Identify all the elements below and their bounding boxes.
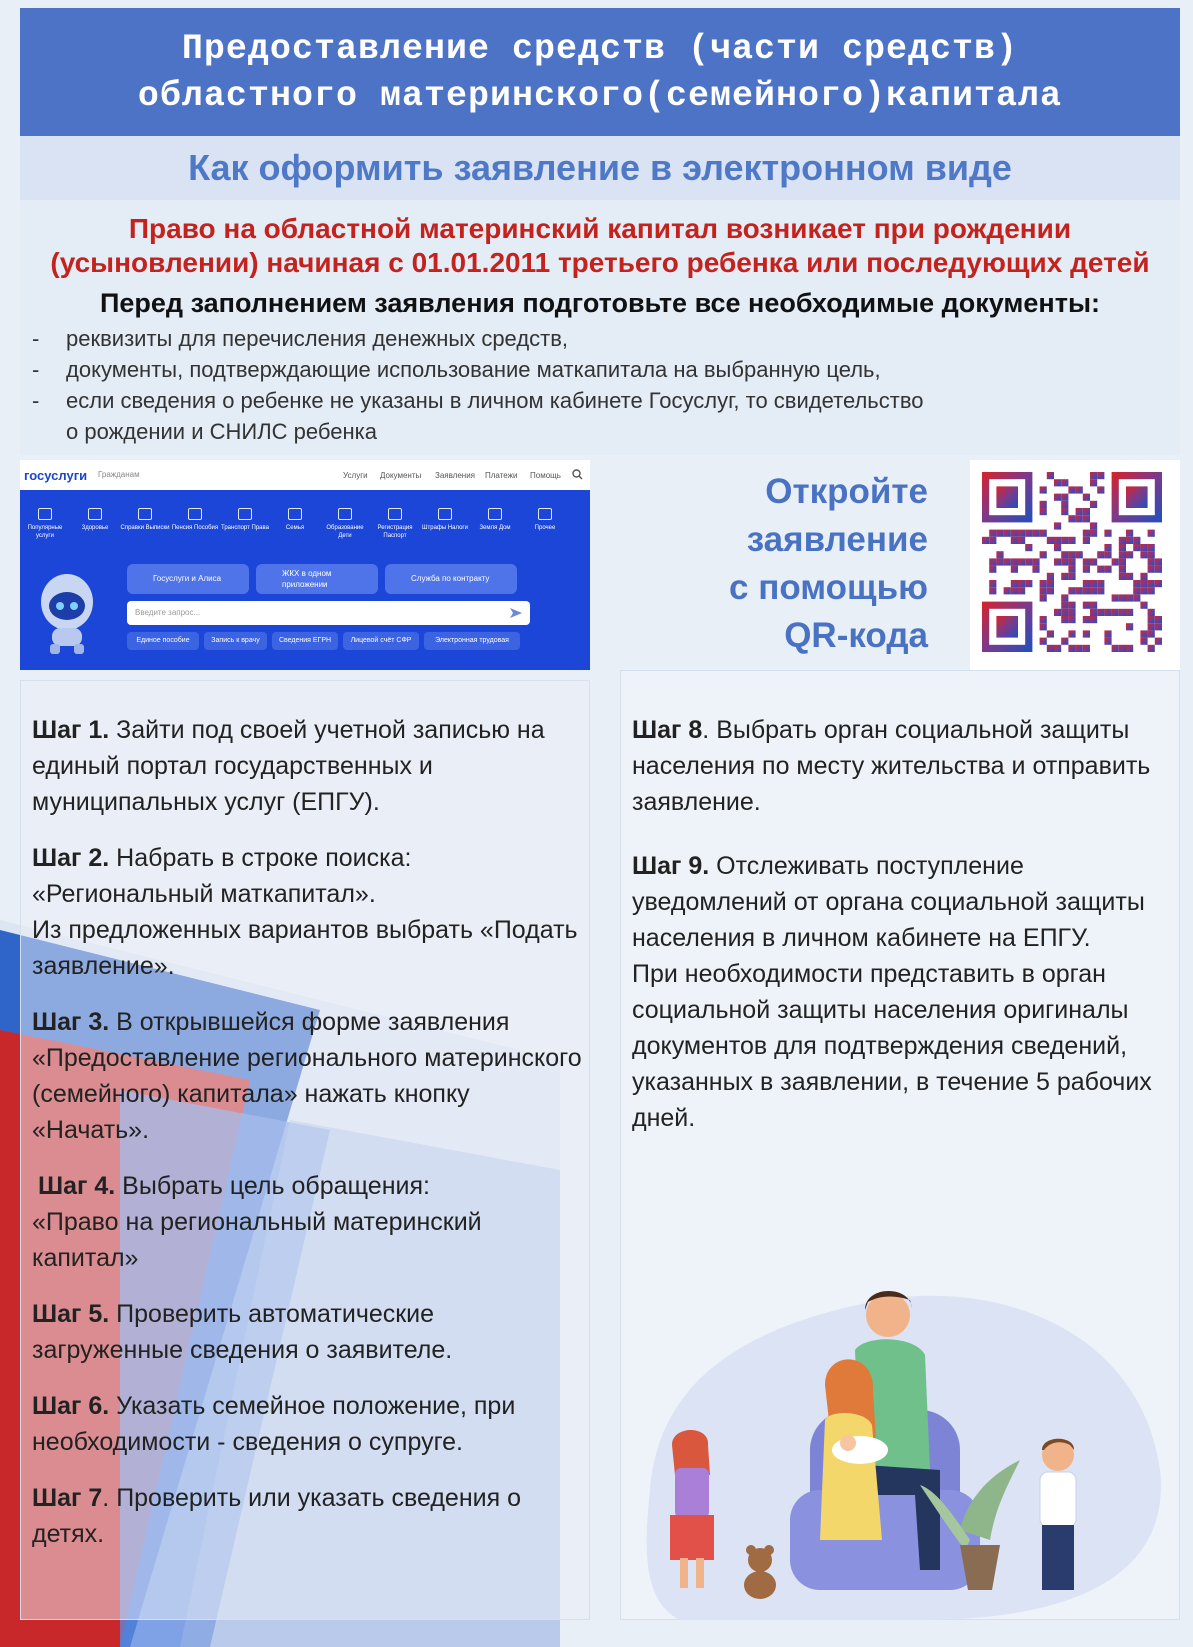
category-item: Здоровье <box>70 508 120 532</box>
gosuslugi-pill: ЖКХ в одном приложении <box>256 564 378 594</box>
step-2: Шаг 2. Набрать в строке поиска: «Региональный маткапитал». Из предложенных вариантов выбрать «Подать заявление». <box>32 844 578 980</box>
category-item: Регистрация Паспорт <box>370 508 420 540</box>
steps-left-panel <box>20 680 590 1620</box>
step-7: Шаг 7. Проверить или указать сведения о детях. <box>32 1484 521 1548</box>
step-1: Шаг 1. Зайти под своей учетной записью на единый портал государственных и муниципальных услуг (ЕПГУ). <box>32 716 545 816</box>
step-5: Шаг 5. Проверить автоматические загруженные сведения о заявителе. <box>32 1300 453 1364</box>
family-illustration <box>620 1240 1180 1620</box>
doc-item: - реквизиты для перечисления денежных средств, <box>32 326 569 351</box>
category-item: Штрафы Налоги <box>420 508 470 532</box>
qr-code[interactable] <box>970 460 1180 670</box>
doc-item: - документы, подтверждающие использование маткапитала на выбранную цель, <box>32 357 881 382</box>
doc-item-continuation: о рождении и СНИЛС ребенка <box>66 419 377 444</box>
nav-link: Документы <box>380 471 422 480</box>
search-icon <box>572 469 583 480</box>
category-item: Пенсия Пособия <box>170 508 220 532</box>
step-6: Шаг 6. Указать семейное положение, при необходимости - сведения о супруге. <box>32 1392 516 1456</box>
docs-heading: Перед заполнением заявления подготовьте все необходимые документы: <box>100 288 1100 318</box>
qr-caption: Откройте заявление с помощью QR-кода <box>729 472 928 655</box>
category-item: Земля Дом <box>470 508 520 532</box>
step-4: Шаг 4. Выбрать цель обращения: «Право на региональный материнский капитал» <box>32 1172 482 1272</box>
category-item: Популярные услуги <box>20 508 70 540</box>
category-item: Семья <box>270 508 320 532</box>
audience-selector: Гражданам <box>98 470 140 479</box>
gosuslugi-search-input: Введите запрос... <box>127 601 530 625</box>
category-item: Прочее <box>520 508 570 532</box>
nav-link: Услуги <box>343 471 368 480</box>
robot-mascot-icon <box>32 568 102 658</box>
page-subtitle: Как оформить заявление в электронном виде <box>20 136 1180 200</box>
nav-link: Платежи <box>485 471 518 480</box>
qr-code-icon <box>970 460 1180 670</box>
step-9: Шаг 9. Отслеживать поступление уведомлений от органа социальной защиты населения в личном кабинете на ЕПГУ. При необходимости представить в орган социальной защиты населения оригиналы документов для подтверждения сведений, указанных в заявлении, в течение 5 рабочих дней. <box>632 852 1152 1132</box>
info-box <box>20 200 1180 455</box>
gosuslugi-tag: Лицевой счёт СФР <box>343 632 419 650</box>
gosuslugi-tag: Запись к врачу <box>204 632 267 650</box>
category-item: Образование Дети <box>320 508 370 540</box>
nav-link: Помощь <box>530 471 561 480</box>
gosuslugi-header <box>20 460 590 490</box>
eligibility-line-2: (усыновлении) начиная с 01.01.2011 третьего ребенка или последующих детей <box>50 247 1150 278</box>
step-3: Шаг 3. В открывшейся форме заявления «Предоставление регионального материнского (семейного) капитала» нажать кнопку «Начать». <box>32 1008 582 1144</box>
step-8: Шаг 8. Выбрать орган социальной защиты населения по месту жительства и отправить заявление. <box>632 716 1151 816</box>
gosuslugi-screenshot <box>20 460 590 670</box>
gosuslugi-logo: госуслуги <box>24 468 88 483</box>
send-arrow-icon <box>510 607 522 619</box>
category-item: Справки Выписки <box>120 508 170 532</box>
title-line-2: областного материнского(семейного)капитала <box>137 76 1063 116</box>
title-line-1: Предоставление средств (части средств) <box>181 29 1019 69</box>
doc-item: - если сведения о ребенке не указаны в личном кабинете Госуслуг, то свидетельство <box>32 388 924 413</box>
gosuslugi-pill: Служба по контракту <box>385 564 517 594</box>
nav-link: Заявления <box>435 471 476 480</box>
eligibility-line-1: Право на областной материнский капитал возникает при рождении <box>128 213 1072 244</box>
gosuslugi-tag: Единое пособие <box>127 632 199 650</box>
page-title <box>20 8 1180 136</box>
gosuslugi-pill: Госуслуги и Алиса <box>127 564 249 594</box>
gosuslugi-tag: Сведения ЕГРН <box>272 632 338 650</box>
category-item: Транспорт Права <box>220 508 270 532</box>
gosuslugi-tag: Электронная трудовая <box>424 632 520 650</box>
